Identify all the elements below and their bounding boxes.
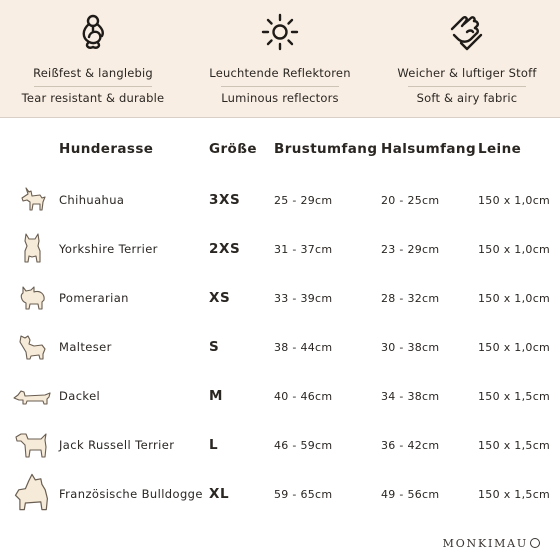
feature-label-de: Reißfest & langlebig	[33, 66, 153, 80]
french-bulldog-icon	[10, 470, 54, 514]
table-row	[0, 278, 560, 327]
chest-range: 33 - 39cm	[274, 292, 333, 305]
neck-range: 20 - 25cm	[381, 194, 440, 207]
chest-range: 25 - 29cm	[274, 194, 333, 207]
neck-range: 36 - 42cm	[381, 439, 440, 452]
chest-range: 59 - 65cm	[274, 488, 333, 501]
features-banner	[0, 0, 560, 118]
chest-range: 31 - 37cm	[274, 243, 333, 256]
breed-name: Jack Russell Terrier	[59, 438, 175, 452]
column-header-neck: Halsumfang	[381, 141, 477, 157]
feature-soft-fabric	[374, 0, 560, 118]
brand-logo: MONKIMAU	[442, 537, 528, 550]
neck-range: 49 - 56cm	[381, 488, 440, 501]
leash-size: 150 x 1,5cm	[478, 390, 551, 403]
feature-divider	[221, 86, 339, 87]
size-label: 3XS	[209, 192, 241, 208]
feature-label-en: Tear resistant & durable	[21, 91, 165, 105]
chest-range: 38 - 44cm	[274, 341, 333, 354]
table-row	[0, 180, 560, 229]
leash-size: 150 x 1,0cm	[478, 341, 551, 354]
breed-name: Dackel	[59, 389, 101, 403]
chest-range: 40 - 46cm	[274, 390, 333, 403]
neck-range: 34 - 38cm	[381, 390, 440, 403]
chest-range: 46 - 59cm	[274, 439, 333, 452]
size-label: M	[209, 388, 224, 404]
feature-tear-resistant	[0, 0, 186, 118]
breed-name: Pomerarian	[59, 291, 129, 305]
breed-name: Malteser	[59, 340, 112, 354]
rope-icon	[73, 12, 113, 52]
table-row	[0, 474, 560, 523]
size-label: XL	[209, 486, 230, 502]
neck-range: 28 - 32cm	[381, 292, 440, 305]
feature-label-de: Weicher & luftiger Stoff	[397, 66, 537, 80]
dachshund-icon	[12, 376, 52, 416]
column-header-breed: Hunderasse	[59, 141, 154, 157]
neck-range: 30 - 38cm	[381, 341, 440, 354]
column-header-chest: Brustumfang	[274, 141, 378, 157]
feature-label-de: Leuchtende Reflektoren	[209, 66, 351, 80]
leash-size: 150 x 1,0cm	[478, 243, 551, 256]
feature-reflectors	[187, 0, 373, 118]
leash-size: 150 x 1,0cm	[478, 194, 551, 207]
size-label: L	[209, 437, 219, 453]
table-row	[0, 425, 560, 474]
maltese-icon	[12, 327, 52, 367]
leash-size: 150 x 1,5cm	[478, 439, 551, 452]
size-label: 2XS	[209, 241, 241, 257]
chihuahua-icon	[12, 180, 52, 220]
neck-range: 23 - 29cm	[381, 243, 440, 256]
pomeranian-icon	[12, 278, 52, 318]
jack-russell-icon	[12, 425, 52, 465]
hand-icon	[447, 12, 487, 52]
table-row	[0, 327, 560, 376]
leash-size: 150 x 1,0cm	[478, 292, 551, 305]
size-label: S	[209, 339, 220, 355]
column-header-size: Größe	[209, 141, 257, 157]
breed-name: Chihuahua	[59, 193, 125, 207]
feature-label-en: Luminous reflectors	[221, 91, 339, 105]
column-header-leash: Leine	[478, 141, 522, 157]
breed-name: Yorkshire Terrier	[59, 242, 158, 256]
yorkshire-terrier-icon	[12, 229, 52, 269]
table-row	[0, 376, 560, 425]
size-label: XS	[209, 290, 231, 306]
sun-icon	[260, 12, 300, 52]
feature-divider	[408, 86, 526, 87]
leash-size: 150 x 1,5cm	[478, 488, 551, 501]
brand-mark-icon	[530, 538, 540, 548]
feature-divider	[34, 86, 152, 87]
breed-name: Französische Bulldogge	[59, 487, 203, 501]
table-row	[0, 229, 560, 278]
feature-label-en: Soft & airy fabric	[416, 91, 518, 105]
